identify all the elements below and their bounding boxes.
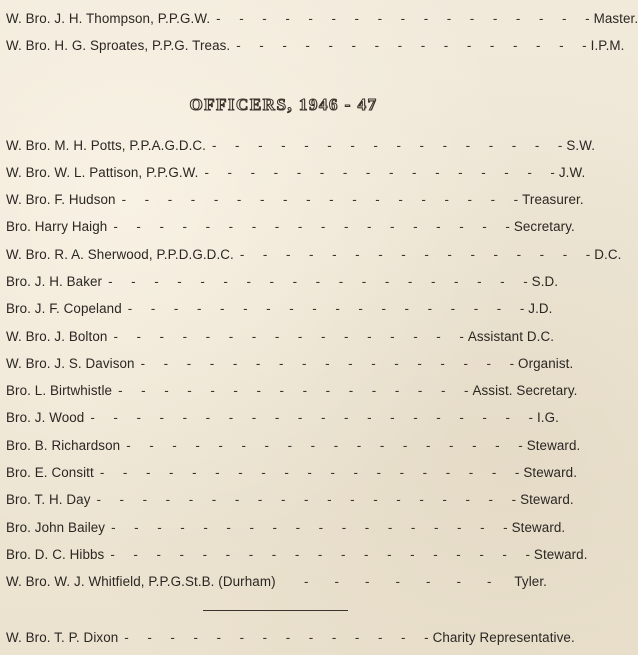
list-row-steward-3 [6,489,574,509]
list-row-ipm [6,35,625,55]
officer-role: Treasurer. [522,191,584,207]
officer-name: Bro. J. H. Baker [6,273,103,289]
officer-role: Tyler. [514,573,547,589]
list-row-sw [6,135,596,155]
officer-role: Steward. [533,546,588,562]
officer-role: Charity Representative. [432,629,575,645]
dot-leader: - - - - - - - [281,573,492,589]
dot-leader: - - - - - - - - - - - - - - - - - [140,355,515,371]
separator-rule [203,610,348,611]
officer-name: Bro. L. Birtwhistle [6,382,113,398]
officer-role: Organist. [518,355,574,371]
officer-name: W. Bro. F. Hudson [6,191,116,207]
list-row-jw [6,162,586,182]
officer-name: W. Bro. W. J. Whitfield, P.P.G.St.B. (Durham) [6,573,276,589]
officer-role: D.C. [594,246,622,262]
dot-leader: - - - - - - - - - - - - - - - - - - - - [90,409,533,425]
officer-name: W. Bro. T. P. Dixon [6,629,119,645]
officer-role: Assistant D.C. [467,328,555,344]
list-row-steward-5 [6,544,588,564]
list-row-assistant-dc [6,326,555,346]
officer-role: Assist. Secretary. [472,382,578,398]
list-row-ig [6,407,559,427]
dot-leader: - - - - - - - - - - - - - - - - [236,37,587,53]
officer-name: Bro. T. H. Day [6,491,91,507]
officer-role: Steward. [520,491,574,507]
list-row-organist [6,353,574,373]
officer-role: J.W. [558,164,586,180]
officer-role: J.D. [528,300,553,316]
dot-leader: - - - - - - - - - - - - - - - - - [216,10,590,26]
officer-name: W. Bro. R. A. Sherwood, P.P.D.G.D.C. [6,246,234,262]
dot-leader: - - - - - - - - - - - - - - - - [239,246,591,262]
officer-role: Steward. [523,464,578,480]
list-row-assist-secretary [6,380,578,400]
officer-name: Bro. J. F. Copeland [6,300,122,316]
officer-role: S.D. [531,273,559,289]
officer-name: W. Bro. J. H. Thompson, P.P.G.W. [6,10,211,26]
officer-name: Bro. B. Richardson [6,437,121,453]
dot-leader: - - - - - - - - - - - - - - - - [113,328,464,344]
officer-role: I.P.M. [590,37,625,53]
list-row-treasurer [6,189,584,209]
officer-name: W. Bro. H. G. Sproates, P.P.G. Treas. [6,37,231,53]
dot-leader: - - - - - - - - - - - - - - - - - - [113,218,510,234]
officer-role: I.G. [536,409,559,425]
officer-name: Bro. John Bailey [6,519,106,535]
officer-role: Steward. [526,437,581,453]
dot-leader: - - - - - - - - - - - - - - - - - - [111,519,508,535]
list-row-tyler [6,571,547,591]
list-row-steward-4 [6,517,566,537]
officer-name: W. Bro. M. H. Potts, P.P.A.G.D.C. [6,137,206,153]
dot-leader: - - - - - - - - - - - - - - - - - - [126,437,523,453]
dot-leader: - - - - - - - - - - - - - - - - - - - [108,273,528,289]
list-row-jd [6,298,553,318]
officer-name: Bro. Harry Haigh [6,218,108,234]
dot-leader: - - - - - - - - - - - - - - - - - - [121,191,519,207]
list-row-steward-1 [6,435,581,455]
dot-leader: - - - - - - - - - - - - - - - - - - - [110,546,530,562]
dot-leader: - - - - - - - - - - - - - - - - - - [127,300,525,316]
dot-leader: - - - - - - - - - - - - - - - - [118,382,469,398]
dot-leader: - - - - - - - - - - - - - - - - [212,137,563,153]
dot-leader: - - - - - - - - - - - - - - [124,629,429,645]
list-row-steward-2 [6,462,578,482]
officer-name: W. Bro. W. L. Pattison, P.P.G.W. [6,164,199,180]
officers-heading: OFFICERS, 1946 - 47 [189,95,378,114]
officer-role: S.W. [566,137,596,153]
list-row-sd [6,271,559,291]
dot-leader: - - - - - - - - - - - - - - - - - - - [99,464,520,480]
officer-role: Steward. [511,519,566,535]
dot-leader: - - - - - - - - - - - - - - - - - - - [96,491,517,507]
list-row-master [6,8,638,28]
officer-name: Bro. J. Wood [6,409,85,425]
officer-name: Bro. D. C. Hibbs [6,546,105,562]
officer-name: W. Bro. J. S. Davison [6,355,135,371]
officer-role: Master. [593,10,638,26]
officer-name: W. Bro. J. Bolton [6,328,108,344]
officer-role: Secretary. [513,218,575,234]
officer-name: Bro. E. Consitt [6,464,94,480]
list-row-dc [6,244,622,264]
dot-leader: - - - - - - - - - - - - - - - - [204,164,555,180]
list-row-secretary [6,216,575,236]
list-row-charity-representative [6,627,575,647]
